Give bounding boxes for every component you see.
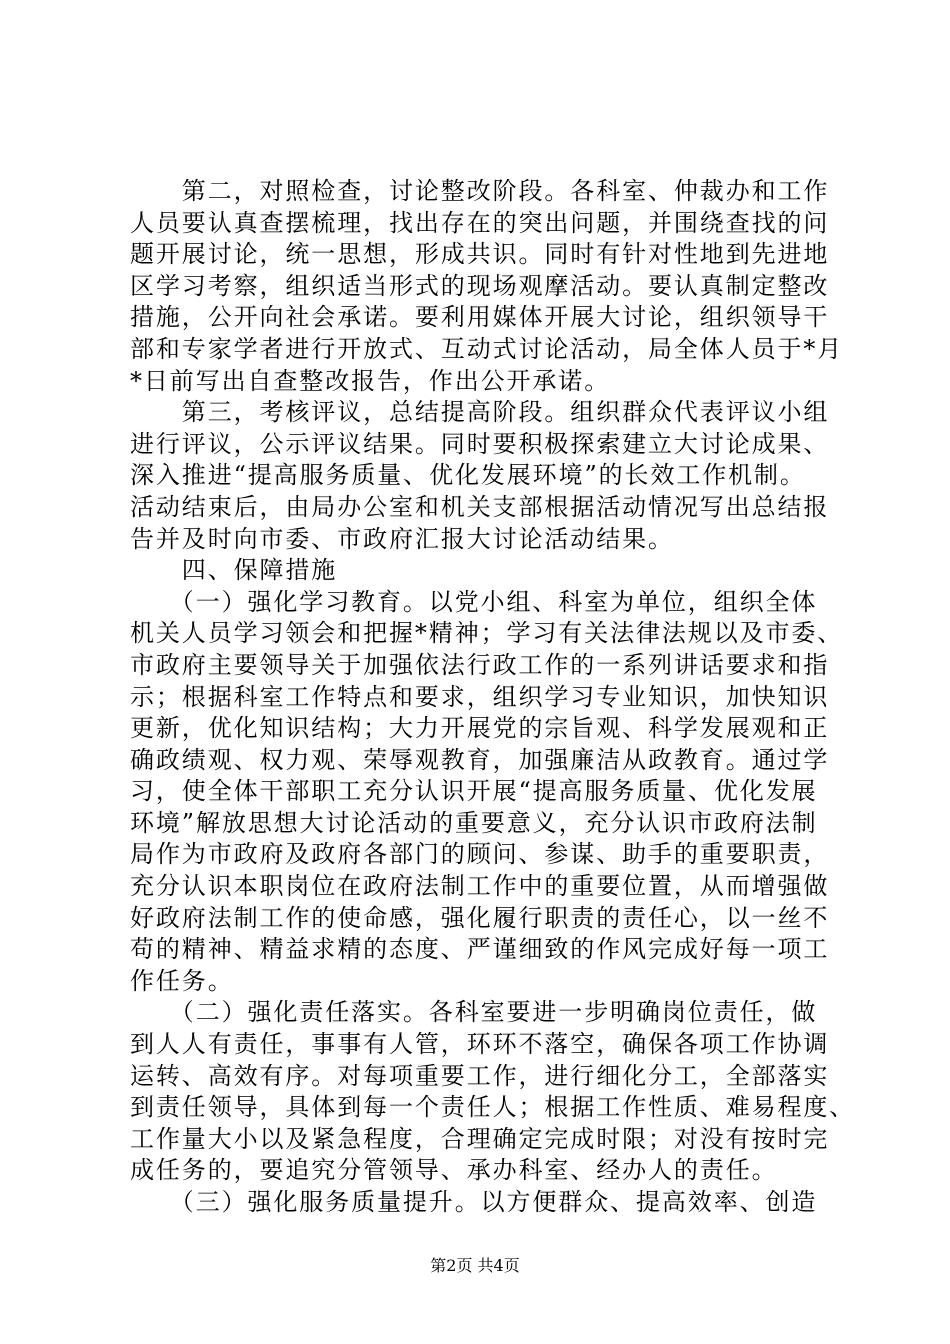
text-line: 工作量大小以及紧急程度，合理确定完成时限；对没有按时完 bbox=[130, 1124, 830, 1153]
text-line: 区学习考察，组织适当形式的现场观摩活动。要认真制定整改 bbox=[130, 271, 830, 300]
text-line: 习，使全体干部职工充分认识开展“提高服务质量、优化发展 bbox=[130, 777, 818, 806]
text-line: 充分认识本职岗位在政府法制工作中的重要位置，从而增强做 bbox=[130, 872, 830, 901]
text-line: 苟的精神、精益求精的态度、严谨细致的作风完成好每一项工 bbox=[130, 935, 830, 964]
text-line: 市政府主要领导关于加强依法行政工作的一系列讲话要求和指 bbox=[130, 650, 830, 679]
text-line: 更新，优化知识结构；大力开展党的宗旨观、科学发展观和正 bbox=[130, 714, 830, 743]
text-line: 题开展讨论，统一思想，形成共识。同时有针对性地到先进地 bbox=[130, 240, 830, 269]
text-line: 局作为市政府及政府各部门的顾问、参谋、助手的重要职责， bbox=[130, 840, 830, 869]
text-line: 成任务的，要追究分管领导、承办科室、经办人的责任。 bbox=[130, 1156, 778, 1185]
text-line: （三）强化服务质量提升。以方便群众、提高效率、创造 bbox=[130, 1188, 818, 1216]
text-line: 确政绩观、权力观、荣辱观教育，加强廉洁从政教育。通过学 bbox=[130, 745, 830, 774]
text-line: 运转、高效有序。对每项重要工作，进行细化分工，全部落实 bbox=[130, 1061, 830, 1090]
text-line: *日前写出自查整改报告，作出公开承诺。 bbox=[130, 366, 611, 395]
text-line: 深入推进“提高服务质量、优化发展环境”的长效工作机制。 bbox=[130, 461, 806, 490]
text-line: 进行评议，公示评议结果。同时要积极探索建立大讨论成果、 bbox=[130, 429, 830, 458]
text-line: （一）强化学习教育。以党小组、科室为单位，组织全体 bbox=[130, 587, 818, 616]
text-line: 告并及时向市委、市政府汇报大讨论活动结果。 bbox=[130, 524, 674, 553]
text-line: 到责任领导，具体到每一个责任人；根据工作性质、难易程度、 bbox=[130, 1093, 856, 1122]
text-line: 部和专家学者进行开放式、互动式讨论活动，局全体人员于*月 bbox=[130, 334, 844, 363]
text-line: 人员要认真查摆梳理，找出存在的突出问题，并围绕查找的问 bbox=[130, 208, 830, 237]
text-line: 第二，对照检查，讨论整改阶段。各科室、仲裁办和工作 bbox=[130, 177, 830, 205]
document-body bbox=[130, 176, 856, 1219]
text-line: 四、保障措施 bbox=[130, 556, 338, 585]
text-line: 措施，公开向社会承诺。要利用媒体开展大讨论，组织领导干 bbox=[130, 303, 830, 332]
text-line: （二）强化责任落实。各科室要进一步明确岗位责任，做 bbox=[130, 998, 818, 1027]
text-line: 作任务。 bbox=[130, 966, 234, 995]
text-line: 示；根据科室工作特点和要求，组织学习专业知识，加快知识 bbox=[130, 682, 830, 711]
text-line: 第三，考核评议，总结提高阶段。组织群众代表评议小组 bbox=[130, 398, 830, 427]
text-line: 环境”解放思想大讨论活动的重要意义，充分认识市政府法制 bbox=[130, 808, 818, 837]
text-line: 活动结束后，由局办公室和机关支部根据活动情况写出总结报 bbox=[130, 492, 830, 521]
text-line: 机关人员学习领会和把握*精神；学习有关法律法规以及市委、 bbox=[130, 619, 844, 648]
text-line: 到人人有责任，事事有人管，环环不落空，确保各项工作协调 bbox=[130, 1030, 830, 1059]
text-line: 好政府法制工作的使命感，强化履行职责的责任心，以一丝不 bbox=[130, 903, 830, 932]
page-footer: 第2页 共4页 bbox=[430, 1256, 520, 1275]
